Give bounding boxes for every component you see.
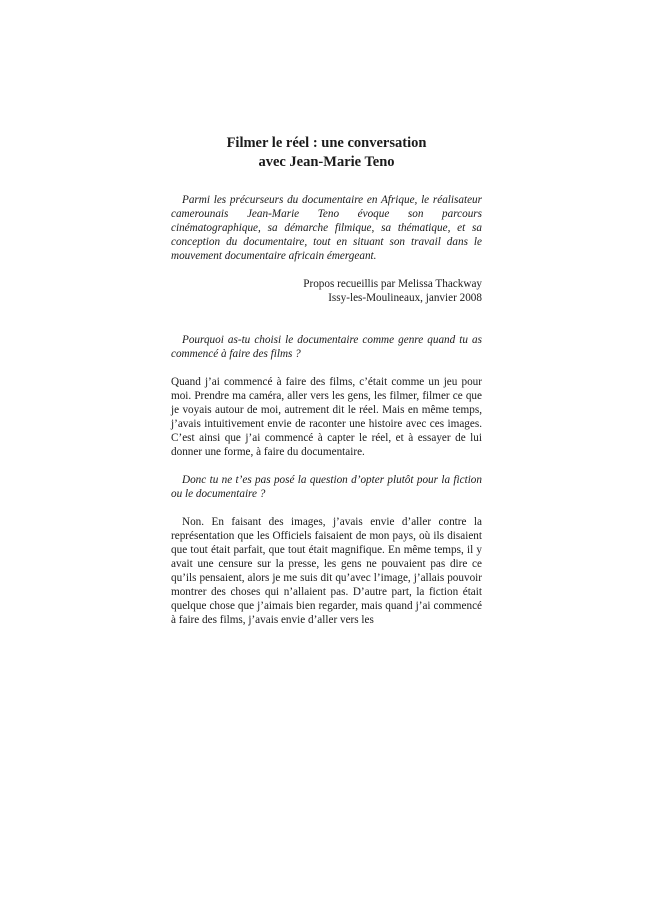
title-line-1: Filmer le réel : une conversation bbox=[226, 135, 427, 151]
credit-author: Propos recueillis par Melissa Thackway bbox=[303, 278, 482, 290]
answer-1: Quand j’ai commencé à faire des films, c’était comme un jeu pour moi. Prendre ma caméra, aller vers les gens, les filmer, filmer ce que je voyais autour de moi, autrement dit le réel. Mais en même temps, j’avais intuitivement envie de raconter une histoire avec ces images. C’est ainsi que j’ai commencé à capter le réel, et à essayer de lui donner une forme, à faire du documentaire. bbox=[171, 376, 482, 458]
answer-2: Non. En faisant des images, j’avais envie d’aller contre la représentation que les Officiels faisaient de mon pays, où ils disaient que tout était parfait, que tout était magnifique. En même temps, il y avait une censure sur la presse, les gens ne pouvaient pas dire ce qu’ils pensaient, alors je me suis dit qu’avec l’image, j’allais pouvoir montrer des choses qui n’allaient pas. D’autre part, la fiction était quelque chose que j’aimais bien regarder, mais quand j’ai commencé à faire des films, j’avais envie d’aller vers les bbox=[171, 516, 482, 626]
interview-credit bbox=[171, 277, 482, 305]
credit-place-date: Issy-les-Moulineaux, janvier 2008 bbox=[328, 292, 482, 304]
title-line-2: avec Jean-Marie Teno bbox=[258, 154, 395, 170]
question-1: Pourquoi as-tu choisi le documentaire comme genre quand tu as commencé à faire des films ? bbox=[171, 334, 482, 360]
question-2: Donc tu ne t’es pas posé la question d’opter plutôt pour la fiction ou le documentaire ? bbox=[171, 474, 482, 500]
document-page bbox=[171, 134, 482, 641]
intro-paragraph: Parmi les précurseurs du documentaire en Afrique, le réalisateur camerounais Jean-Marie Teno évoque son parcours cinématographique, sa démarche filmique, sa thématique, et sa conception du documentaire, tout en situant son travail dans le mouvement documentaire africain émergeant. bbox=[171, 194, 482, 262]
article-title bbox=[171, 134, 482, 172]
